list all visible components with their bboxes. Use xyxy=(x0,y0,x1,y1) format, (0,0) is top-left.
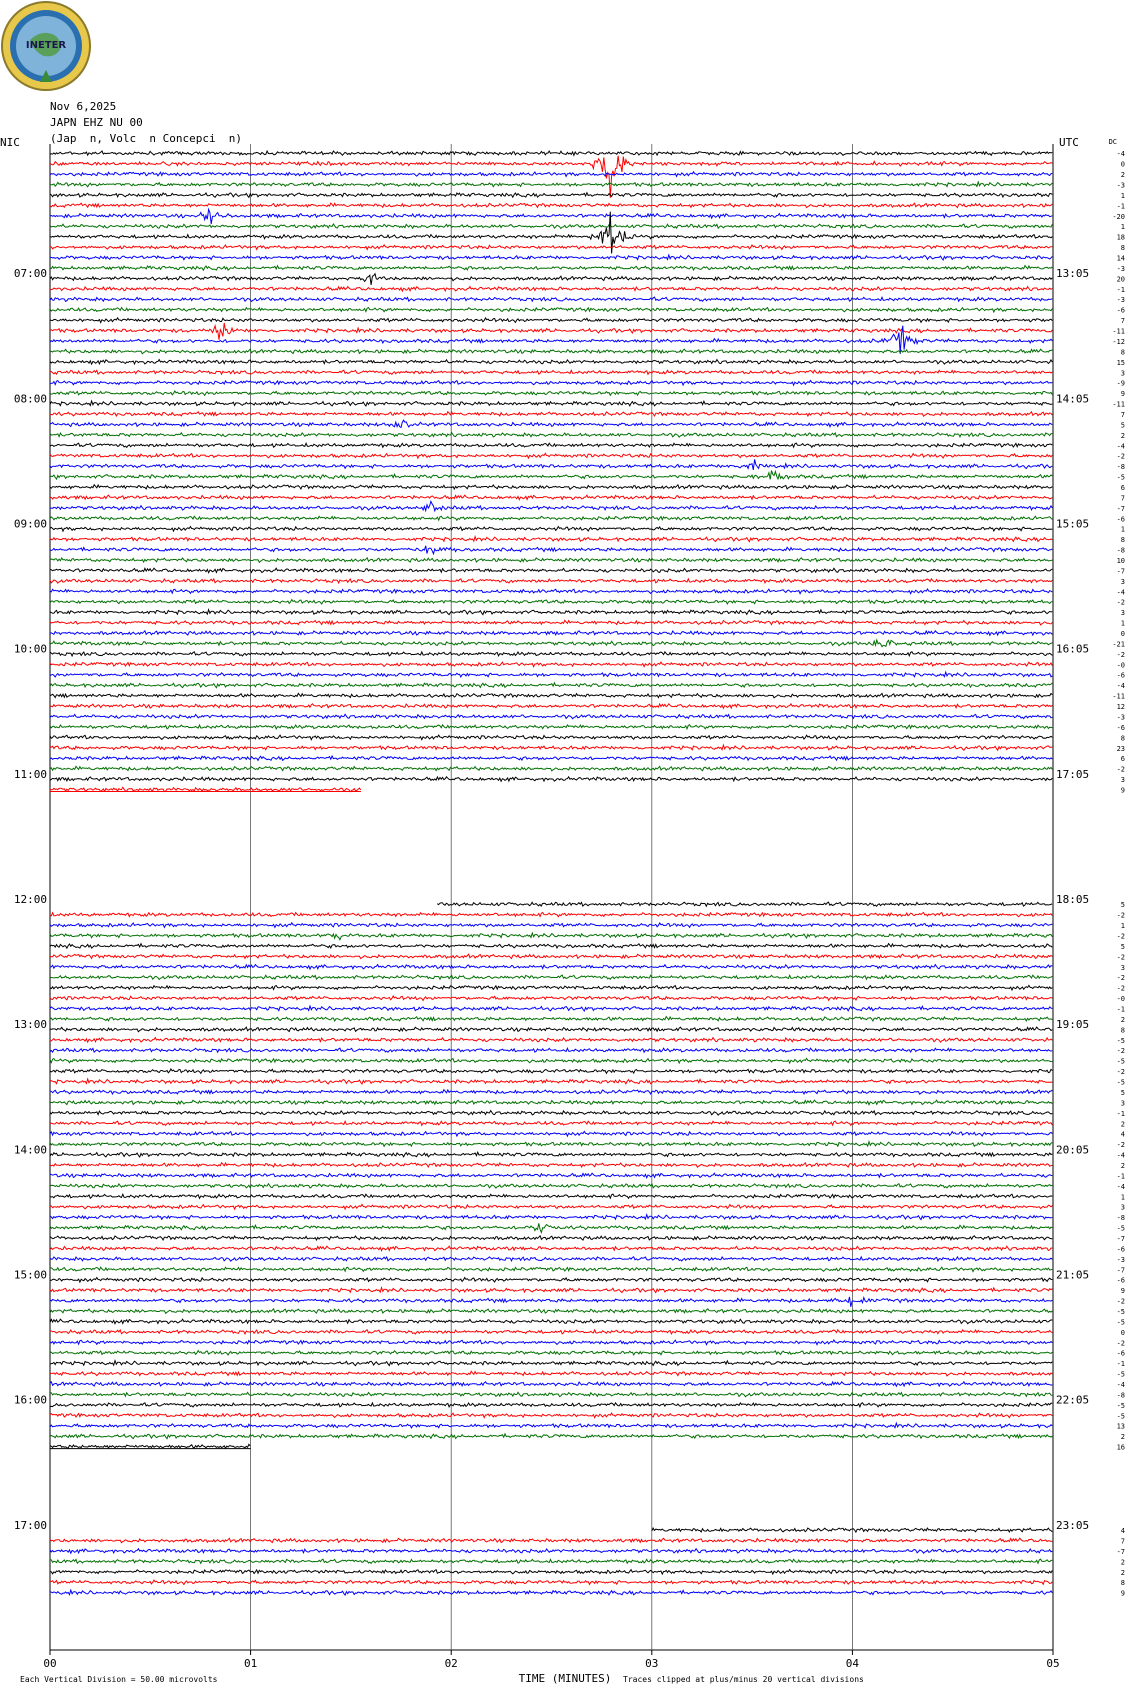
trace-row xyxy=(50,420,1052,427)
trace-row xyxy=(50,756,1052,760)
dc-offset-label: -3 xyxy=(1116,1255,1125,1264)
trace-row xyxy=(50,1288,1052,1293)
dc-offset-label: 7 xyxy=(1120,410,1125,419)
dc-offset-label: -11 xyxy=(1112,327,1125,336)
trace-row xyxy=(50,443,1052,447)
dc-offset-label: 2 xyxy=(1120,1568,1125,1577)
left-hour-label: 12:00 xyxy=(13,893,47,906)
trace-row xyxy=(50,610,1052,615)
x-tick-label: 04 xyxy=(845,1657,860,1670)
dc-offset-label: -6 xyxy=(1116,1276,1125,1285)
trace-row xyxy=(50,1267,1052,1271)
dc-offset-label: 1 xyxy=(1120,525,1125,534)
trace-row xyxy=(50,558,1052,563)
right-hour-label: 22:05 xyxy=(1056,1393,1090,1407)
dc-offset-label: 8 xyxy=(1120,244,1125,253)
trace-row xyxy=(50,652,1052,656)
clip-note: Traces clipped at plus/minus 20 vertical divisions xyxy=(623,1675,864,1684)
dc-offset-label: 1 xyxy=(1120,619,1125,628)
dc-offset-label: -7 xyxy=(1116,1547,1125,1556)
trace-row xyxy=(50,996,1052,1000)
trace-row xyxy=(50,1246,1052,1251)
trace-row xyxy=(50,287,1052,292)
trace-row xyxy=(50,1434,1052,1439)
trace-row xyxy=(50,182,1052,187)
dc-offset-label: -6 xyxy=(1116,1245,1125,1254)
dc-offset-label: -7 xyxy=(1116,1234,1125,1243)
dc-offset-label: -12 xyxy=(1112,337,1125,346)
trace-row xyxy=(50,1444,250,1448)
dc-offset-label: -5 xyxy=(1116,1308,1125,1317)
trace-row xyxy=(50,1549,1052,1554)
trace-row xyxy=(50,495,1052,500)
trace-row xyxy=(50,1413,1052,1418)
trace-row xyxy=(50,600,1052,604)
trace-row xyxy=(50,1538,1052,1543)
dc-offset-label: -2 xyxy=(1116,932,1125,941)
trace-row xyxy=(50,1058,1052,1063)
trace-row xyxy=(50,923,1052,928)
dc-offset-label: -3 xyxy=(1116,264,1125,273)
dc-offset-label: 3 xyxy=(1120,1099,1125,1108)
trace-row xyxy=(50,193,1052,198)
dc-offset-label: -7 xyxy=(1116,504,1125,513)
dc-offset-label: 0 xyxy=(1120,1328,1125,1337)
trace-row xyxy=(50,589,1052,594)
dc-offset-label: -4 xyxy=(1116,150,1125,159)
left-hour-label: 17:00 xyxy=(13,1518,47,1532)
dc-offset-label: -5 xyxy=(1116,1057,1125,1066)
trace-row xyxy=(50,714,1052,718)
trace-row xyxy=(50,1006,1052,1011)
dc-offset-label: -1 xyxy=(1116,202,1125,211)
dc-offset-label: 3 xyxy=(1120,369,1125,378)
dc-offset-label: -1 xyxy=(1116,1005,1125,1014)
trace-row xyxy=(50,640,1052,647)
trace-row xyxy=(50,297,1052,301)
dc-offset-label: -0 xyxy=(1116,995,1125,1004)
x-tick-label: 01 xyxy=(243,1657,258,1670)
right-hour-label: 20:05 xyxy=(1056,1143,1090,1157)
dc-offset-label: -3 xyxy=(1116,181,1125,190)
dc-offset-label: 1 xyxy=(1120,922,1125,931)
dc-offset-label: -2 xyxy=(1116,1297,1125,1306)
scale-note: Each Vertical Division = 50.00 microvolts xyxy=(20,1675,218,1684)
trace-row xyxy=(50,485,1052,490)
svg-text:INETER: INETER xyxy=(25,40,67,51)
dc-offset-label: -4 xyxy=(1116,1182,1125,1191)
trace-row xyxy=(50,156,1052,198)
trace-row xyxy=(50,985,1052,990)
trace-row xyxy=(50,401,1052,406)
dc-offset-label: -21 xyxy=(1112,640,1125,649)
trace-row xyxy=(50,1236,1052,1241)
dc-offset-label: -11 xyxy=(1112,400,1125,409)
right-hour-label: 17:05 xyxy=(1056,767,1090,781)
left-hour-label: 14:00 xyxy=(13,1143,47,1157)
dc-offset-label: 7 xyxy=(1120,317,1125,326)
trace-row xyxy=(50,1309,1052,1314)
trace-row xyxy=(50,1580,1052,1584)
dc-offset-label: -9 xyxy=(1116,379,1125,388)
dc-offset-label: 5 xyxy=(1120,901,1125,910)
trace-row xyxy=(50,777,1052,782)
trace-row xyxy=(50,318,1052,323)
trace-row xyxy=(50,1351,1052,1355)
dc-offset-label: -6 xyxy=(1116,1349,1125,1358)
trace-row xyxy=(50,933,1052,940)
dc-offset-label: 12 xyxy=(1116,703,1125,712)
dc-offset-label: 5 xyxy=(1120,942,1125,951)
dc-offset-label: 6 xyxy=(1120,755,1125,764)
trace-row xyxy=(50,1361,1052,1366)
trace-row xyxy=(50,1330,1052,1334)
nic-zone-label: NIC xyxy=(0,136,20,149)
dc-offset-label: 8 xyxy=(1120,1579,1125,1588)
dc-offset-label: -3 xyxy=(1116,713,1125,722)
trace-row xyxy=(50,1423,1052,1428)
dc-offset-label: -2 xyxy=(1116,452,1125,461)
dc-offset-label: -1 xyxy=(1116,1172,1125,1181)
dc-offset-label: -6 xyxy=(1116,671,1125,680)
trace-row xyxy=(50,380,1052,385)
dc-offset-label: 15 xyxy=(1116,358,1125,367)
trace-row xyxy=(50,471,1052,480)
trace-row xyxy=(437,902,1052,906)
x-tick-label: 02 xyxy=(444,1657,458,1670)
trace-row xyxy=(50,527,1052,532)
trace-row xyxy=(50,209,1052,224)
trace-row xyxy=(50,913,1052,917)
trace-row xyxy=(50,1278,1052,1283)
trace-row xyxy=(50,245,1052,250)
trace-row xyxy=(50,1142,1052,1147)
trace-row xyxy=(50,308,1052,313)
dc-offset-label: 1 xyxy=(1120,191,1125,200)
dc-offset-label: 20 xyxy=(1116,275,1125,284)
trace-row xyxy=(50,1173,1052,1178)
trace-row xyxy=(50,1111,1052,1116)
dc-offset-label: 0 xyxy=(1120,630,1125,639)
trace-row xyxy=(50,766,1052,771)
dc-offset-label: 2 xyxy=(1120,1120,1125,1129)
right-hour-label: 15:05 xyxy=(1056,517,1090,531)
dc-offset-label: 7 xyxy=(1120,1537,1125,1546)
dc-offset-label: 0 xyxy=(1120,160,1125,169)
dc-offset-label: -8 xyxy=(1116,463,1125,472)
dc-offset-label: 13 xyxy=(1116,1422,1125,1431)
dc-offset-label: 2 xyxy=(1120,1433,1125,1442)
trace-row xyxy=(50,944,1052,949)
dc-offset-label: 10 xyxy=(1116,557,1125,566)
dc-offset-label: -2 xyxy=(1116,650,1125,659)
trace-row xyxy=(50,1297,1052,1307)
dc-offset-label: -20 xyxy=(1112,212,1125,221)
left-hour-label: 10:00 xyxy=(13,642,47,656)
trace-row xyxy=(50,1382,1052,1387)
dc-offset-label: 2 xyxy=(1120,1558,1125,1567)
minute-gridlines xyxy=(50,144,1053,1650)
dc-offset-label: 14 xyxy=(1116,254,1125,263)
dc-offset-label: -6 xyxy=(1116,723,1125,732)
dc-offset-label: 9 xyxy=(1120,786,1125,795)
dc-offset-label: 7 xyxy=(1120,494,1125,503)
dc-offset-label: -6 xyxy=(1116,515,1125,524)
trace-row xyxy=(50,1570,1052,1575)
dc-offset-label: -8 xyxy=(1116,546,1125,555)
dc-offset-label: -7 xyxy=(1116,567,1125,576)
date-label: Nov 6,2025 xyxy=(50,100,117,113)
trace-row xyxy=(50,453,1052,458)
trace-row xyxy=(50,203,1052,208)
dc-offset-label: 2 xyxy=(1120,1161,1125,1170)
dc-offset-label: 23 xyxy=(1116,744,1125,753)
dc-offset-label: 9 xyxy=(1120,1589,1125,1598)
dc-offset-label: 8 xyxy=(1120,1026,1125,1035)
trace-row xyxy=(50,745,1052,750)
dc-label: DC xyxy=(1108,138,1117,146)
trace-row xyxy=(50,459,1052,470)
dc-offset-label: -2 xyxy=(1116,598,1125,607)
dc-offset-label: -2 xyxy=(1116,1047,1125,1056)
left-hour-label: 07:00 xyxy=(13,267,47,281)
trace-row xyxy=(50,516,1052,520)
dc-offset-label: 1 xyxy=(1120,1193,1125,1202)
dc-offset-label: -2 xyxy=(1116,984,1125,993)
dc-offset-label: -4 xyxy=(1116,682,1125,691)
dc-offset-label: -1 xyxy=(1116,285,1125,294)
trace-row xyxy=(50,1392,1052,1396)
dc-offset-label: -7 xyxy=(1116,1266,1125,1275)
left-hour-label: 13:00 xyxy=(13,1018,47,1032)
dc-offset-label: -5 xyxy=(1116,1224,1125,1233)
dc-offset-label: -3 xyxy=(1116,296,1125,305)
trace-row xyxy=(50,683,1052,688)
trace-group xyxy=(50,151,1052,1595)
dc-offset-label: 3 xyxy=(1120,577,1125,586)
trace-row xyxy=(50,1403,1052,1407)
left-hour-label: 16:00 xyxy=(13,1393,47,1407)
dc-offset-label: 3 xyxy=(1120,776,1125,785)
trace-row xyxy=(50,975,1052,979)
dc-offset-label: 4 xyxy=(1120,1527,1125,1536)
trace-row xyxy=(50,1069,1052,1073)
trace-row xyxy=(50,579,1052,583)
trace-row xyxy=(50,1215,1052,1220)
dc-offset-label: 3 xyxy=(1120,609,1125,618)
trace-row xyxy=(50,501,1052,510)
right-hour-label: 13:05 xyxy=(1056,267,1090,281)
dc-offset-label: 3 xyxy=(1120,1203,1125,1212)
dc-offset-label: -5 xyxy=(1116,1401,1125,1410)
trace-row xyxy=(50,360,1052,365)
trace-row xyxy=(50,725,1052,729)
trace-row xyxy=(50,1048,1052,1052)
trace-row xyxy=(50,704,1052,709)
dc-offset-label: -5 xyxy=(1116,1370,1125,1379)
dc-offset-label: -2 xyxy=(1116,765,1125,774)
trace-row xyxy=(50,433,1052,437)
dc-offset-label: -4 xyxy=(1116,1151,1125,1160)
trace-row xyxy=(50,1163,1052,1168)
trace-row xyxy=(50,1223,1052,1232)
dc-offset-label: 4 xyxy=(1120,1130,1125,1139)
dc-offset-label: -4 xyxy=(1116,442,1125,451)
dc-offset-label: 6 xyxy=(1120,483,1125,492)
dc-offset-label: -0 xyxy=(1116,661,1125,670)
dc-offset-label: -5 xyxy=(1116,1078,1125,1087)
trace-row xyxy=(50,412,1052,417)
dc-offset-label: -1 xyxy=(1116,1360,1125,1369)
left-hour-label: 15:00 xyxy=(13,1268,47,1282)
dc-offset-label: -2 xyxy=(1116,1068,1125,1077)
trace-row xyxy=(50,1257,1052,1261)
trace-row xyxy=(50,370,1052,374)
dc-offset-label: 5 xyxy=(1120,1088,1125,1097)
right-hour-label: 19:05 xyxy=(1056,1018,1090,1032)
dc-offset-label: 18 xyxy=(1116,233,1125,242)
left-hour-label: 08:00 xyxy=(13,392,47,406)
label-group xyxy=(0,136,1125,1685)
trace-row xyxy=(50,662,1052,667)
right-hour-label: 16:05 xyxy=(1056,642,1090,656)
dc-offset-label: -2 xyxy=(1116,953,1125,962)
dc-offset-label: -1 xyxy=(1116,1109,1125,1118)
dc-offset-label: 1 xyxy=(1120,223,1125,232)
dc-offset-label: 5 xyxy=(1120,421,1125,430)
trace-row xyxy=(50,1590,1052,1595)
left-hour-label: 11:00 xyxy=(13,767,47,781)
trace-row xyxy=(50,151,1052,155)
dc-offset-label: -8 xyxy=(1116,1391,1125,1400)
x-axis-title: TIME (MINUTES) xyxy=(518,1672,612,1685)
trace-row xyxy=(50,735,1052,740)
dc-offset-label: -2 xyxy=(1116,1339,1125,1348)
trace-row xyxy=(50,1090,1052,1095)
left-hour-label: 09:00 xyxy=(13,517,47,531)
trace-row xyxy=(50,1038,1052,1043)
right-hour-label: 14:05 xyxy=(1056,392,1090,406)
dc-offset-label: -11 xyxy=(1112,692,1125,701)
station-label: JAPN EHZ NU 00 xyxy=(50,116,143,129)
dc-offset-label: -5 xyxy=(1116,1412,1125,1421)
trace-row xyxy=(50,1017,1052,1021)
trace-row xyxy=(50,537,1052,542)
dc-offset-label: 3 xyxy=(1120,963,1125,972)
trace-row xyxy=(50,1340,1052,1345)
dc-offset-label: 8 xyxy=(1120,734,1125,743)
x-tick-label: 00 xyxy=(43,1657,57,1670)
trace-row xyxy=(50,1131,1052,1136)
right-hour-label: 23:05 xyxy=(1056,1518,1090,1532)
trace-row xyxy=(50,1371,1052,1376)
trace-row xyxy=(50,631,1052,636)
dc-offset-label: -2 xyxy=(1116,911,1125,920)
trace-row xyxy=(50,172,1052,177)
dc-offset-label: -4 xyxy=(1116,588,1125,597)
right-hour-label: 18:05 xyxy=(1056,893,1090,906)
dc-offset-label: -8 xyxy=(1116,1214,1125,1223)
dc-offset-label: -2 xyxy=(1116,974,1125,983)
trace-row xyxy=(50,1559,1052,1563)
trace-row xyxy=(50,954,1052,958)
trace-row xyxy=(50,965,1052,970)
x-tick-label: 03 xyxy=(645,1657,659,1670)
trace-row xyxy=(50,1079,1052,1084)
trace-row xyxy=(50,274,1052,285)
utc-zone-label: UTC xyxy=(1059,136,1079,149)
trace-row xyxy=(50,620,1052,625)
dc-offset-label: 9 xyxy=(1120,390,1125,399)
trace-row xyxy=(50,224,1052,229)
trace-row xyxy=(50,391,1052,395)
dc-offset-label: -6 xyxy=(1116,306,1125,315)
trace-row xyxy=(50,349,1052,354)
trace-row xyxy=(50,1194,1052,1198)
dc-offset-label: 9 xyxy=(1120,1287,1125,1296)
location-label: (Jap n, Volc n Concepci n) xyxy=(50,132,243,145)
dc-offset-label: 2 xyxy=(1120,171,1125,180)
trace-row xyxy=(50,1121,1052,1125)
trace-row xyxy=(50,266,1052,271)
trace-row xyxy=(50,693,1052,698)
dc-offset-label: 2 xyxy=(1120,1015,1125,1024)
dc-offset-label: -2 xyxy=(1116,1141,1125,1150)
dc-offset-label: 8 xyxy=(1120,536,1125,545)
dc-offset-label: 16 xyxy=(1116,1443,1125,1452)
dc-offset-label: -4 xyxy=(1116,1381,1125,1390)
trace-row xyxy=(50,255,1052,260)
x-tick-label: 05 xyxy=(1046,1657,1060,1670)
trace-row xyxy=(50,546,1052,554)
dc-offset-label: -5 xyxy=(1116,1036,1125,1045)
right-hour-label: 21:05 xyxy=(1056,1268,1090,1282)
dc-offset-label: 2 xyxy=(1120,431,1125,440)
trace-row xyxy=(50,1204,1052,1209)
trace-row xyxy=(50,1319,1052,1324)
trace-row xyxy=(50,1027,1052,1032)
trace-row xyxy=(50,568,1052,573)
trace-row xyxy=(50,1184,1052,1188)
trace-row xyxy=(50,672,1052,677)
dc-offset-label: -5 xyxy=(1116,473,1125,482)
dc-offset-label: -5 xyxy=(1116,1318,1125,1327)
trace-row xyxy=(50,1152,1052,1157)
trace-row xyxy=(50,1100,1052,1105)
dc-offset-label: 8 xyxy=(1120,348,1125,357)
